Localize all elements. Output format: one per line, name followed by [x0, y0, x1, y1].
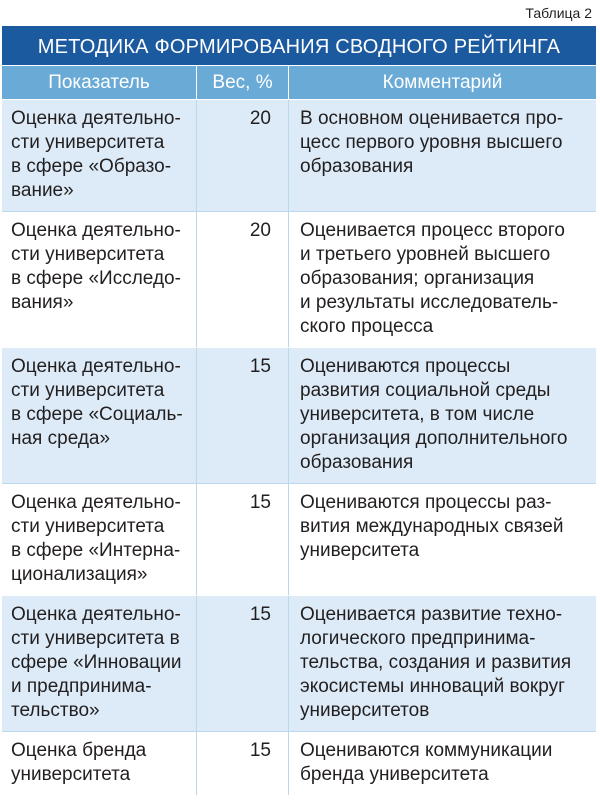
comment-text-line: образования [300, 156, 414, 177]
comment-cell [289, 596, 596, 731]
indicator-text-line: сти университета [11, 244, 165, 265]
table-row [2, 483, 596, 595]
comment-text-line: развития социальной среды [300, 380, 551, 401]
indicator-text-line: Оценка деятельно- [11, 492, 181, 513]
comment-text-line: и третьего уровней высшего [300, 244, 551, 265]
indicator-text-line: вание» [11, 180, 74, 201]
comment-text-line: тельства, создания и развития [300, 652, 572, 673]
comment-text-line: Оцениваются коммуникации [300, 740, 553, 761]
comment-text-line: университета [300, 540, 420, 561]
indicator-text-line: сти университета [11, 516, 165, 537]
indicator-text-line: Оценка деятельно- [11, 356, 181, 377]
comment-text-line: В основном оценивается про- [300, 108, 564, 129]
rating-methodology-table [2, 26, 596, 795]
table-row [2, 347, 596, 483]
indicator-text-line: и предпринима- [11, 676, 152, 697]
indicator-cell [2, 212, 197, 347]
comment-text-line: университетов [300, 700, 430, 721]
comment-text-line: логического предпринима- [300, 628, 536, 649]
comment-cell [289, 100, 596, 211]
weight-cell: 15 [197, 348, 289, 483]
comment-text-line: ского процесса [300, 316, 434, 337]
comment-text-line: Оценивается процесс второго [300, 220, 565, 241]
indicator-text-line: ционализация» [11, 564, 148, 585]
indicator-text-line: Оценка бренда [11, 740, 147, 761]
indicator-text-line: в сфере «Интерна- [11, 540, 181, 561]
comment-text-line: Оценивается развитие техно- [300, 604, 563, 625]
table-row [2, 211, 596, 347]
comment-cell [289, 484, 596, 595]
comment-cell [289, 348, 596, 483]
comment-text-line: Оцениваются процессы раз- [300, 492, 552, 513]
comment-text-line: организация дополнительного [300, 428, 568, 449]
indicator-text-line: университета [11, 764, 131, 785]
indicator-text-line: вания» [11, 292, 74, 313]
table-title: МЕТОДИКА ФОРМИРОВАНИЯ СВОДНОГО РЕЙТИНГА [2, 29, 596, 65]
indicator-text-line: сти университета в [11, 628, 180, 649]
indicator-text-line: сти университета [11, 132, 165, 153]
weight-cell: 20 [197, 212, 289, 347]
weight-cell: 20 [197, 100, 289, 211]
indicator-cell [2, 484, 197, 595]
comment-cell [289, 732, 596, 795]
comment-text-line: бренда университета [300, 764, 489, 785]
comment-cell [289, 212, 596, 347]
table-number-label: Таблица 2 [525, 5, 592, 21]
indicator-cell [2, 596, 197, 731]
indicator-text-line: Оценка деятельно- [11, 604, 181, 625]
table-row [2, 731, 596, 795]
column-header-indicator: Показатель [2, 66, 197, 99]
weight-cell: 15 [197, 484, 289, 595]
comment-text-line: образования [300, 452, 414, 473]
table-row [2, 595, 596, 731]
comment-text-line: и результаты исследователь- [300, 292, 559, 313]
indicator-text-line: Оценка деятельно- [11, 108, 181, 129]
comment-text-line: вития международных связей [300, 516, 564, 537]
comment-text-line: экосистемы инноваций вокруг [300, 676, 565, 697]
comment-text-line: цесс первого уровня высшего [300, 132, 563, 153]
indicator-text-line: в сфере «Образо- [11, 156, 172, 177]
indicator-text-line: Оценка деятельно- [11, 220, 181, 241]
indicator-text-line: в сфере «Социаль- [11, 404, 183, 425]
table-header-row [2, 65, 596, 99]
weight-cell: 15 [197, 596, 289, 731]
indicator-cell [2, 100, 197, 211]
column-header-weight: Вес, % [197, 66, 289, 99]
comment-text-line: университета, в том числе [300, 404, 535, 425]
comment-text-line: Оцениваются процессы [300, 356, 511, 377]
indicator-text-line: сти университета [11, 380, 165, 401]
indicator-text-line: в сфере «Исследо- [11, 268, 181, 289]
comment-text-line: образования; организация [300, 268, 535, 289]
indicator-cell [2, 732, 197, 795]
table-row [2, 99, 596, 211]
weight-cell: 15 [197, 732, 289, 795]
indicator-text-line: сфере «Инновации [11, 652, 182, 673]
indicator-cell [2, 348, 197, 483]
indicator-text-line: тельство» [11, 700, 100, 721]
indicator-text-line: ная среда» [11, 428, 111, 449]
column-header-comment: Комментарий [382, 72, 503, 93]
